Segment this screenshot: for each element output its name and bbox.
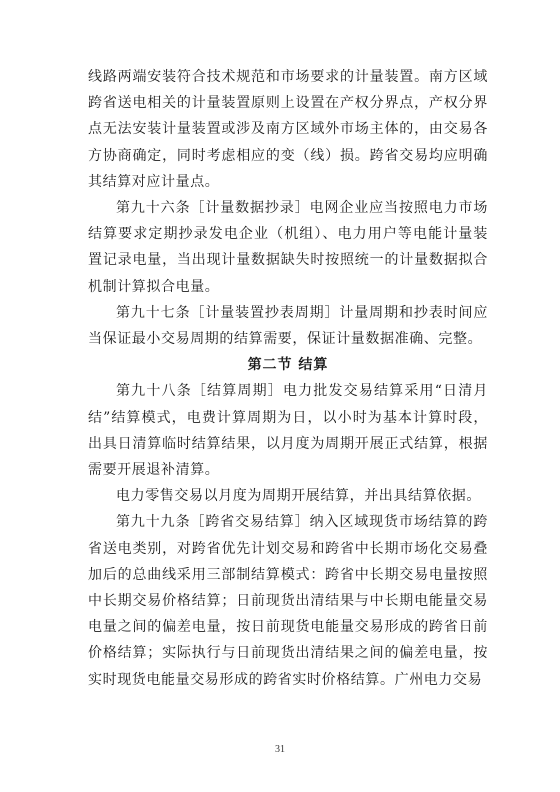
paragraph-article-96: 第九十六条［计量数据抄录］电网企业应当按照电力市场结算要求定期抄录发电企业（机组）、电力用户等电能计量装置记录电量，当出现计量数据缺失时按照统一的计量数据拟合机制计算拟合电量。 bbox=[88, 200, 488, 295]
section-title: 第二节 结算 bbox=[247, 357, 329, 374]
page-number: 31 bbox=[275, 744, 285, 755]
paragraph-retail-settlement: 电力零售交易以月度为周期开展结算，并出具结算依据。 bbox=[116, 488, 481, 505]
paragraph-metering-device-placement: 线路两端安装符合技术规范和市场要求的计量装置。南方区域跨省送电相关的计量装置原则上设置在产权分界点，产权分界点无法安装计量装置或涉及南方区域外市场主体的，由交易各方协商确定，同时考虑相应的变（线）损。跨省交易均应明确其结算对应计量点。 bbox=[88, 69, 488, 190]
page-content bbox=[88, 64, 488, 693]
paragraph-article-98: 第九十八条［结算周期］电力批发交易结算采用“日清月结”结算模式，电费计算周期为日，以小时为基本计算时段，出具日清算临时结算结果，以月度为周期开展正式结算，根据需要开展退补清算。 bbox=[88, 383, 488, 479]
paragraph-article-97: 第九十七条［计量装置抄表周期］计量周期和抄表时间应当保证最小交易周期的结算需要，保证计量数据准确、完整。 bbox=[88, 304, 488, 348]
paragraph-article-99: 第九十九条［跨省交易结算］纳入区域现货市场结算的跨省送电类别，对跨省优先计划交易和跨省中长期市场化交易叠加后的总曲线采用三部制结算模式：跨省中长期交易电量按照中长期交易价格结算；日前现货出清结果与中长期电能量交易电量之间的偏差电量，按日前现货电能量交易形成的跨省日前价格结算；实际执行与日前现货出清结果之间的偏差电量，按实时现货电能量交易形成的跨省实时价格结算。广州电力交易 bbox=[88, 514, 488, 688]
